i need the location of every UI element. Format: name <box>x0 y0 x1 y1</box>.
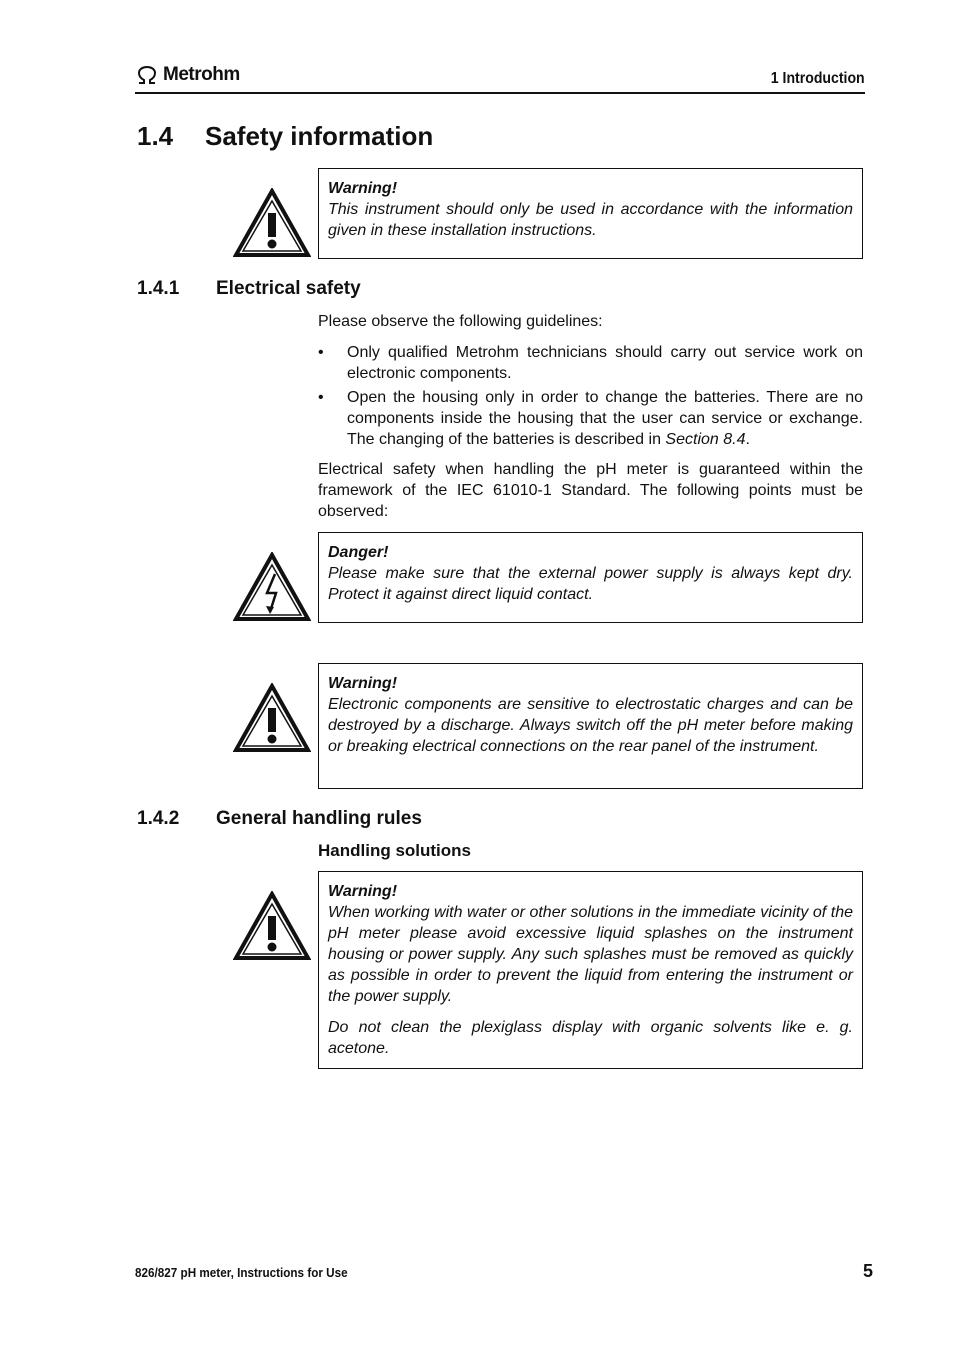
footer-doc-title: 826/827 pH meter, Instructions for Use <box>135 1265 348 1280</box>
list-item <box>318 342 863 384</box>
warning-box-intro <box>318 168 863 259</box>
notice-title: Warning! <box>328 883 398 900</box>
bullet-icon: • <box>318 389 324 406</box>
notice-title: Warning! <box>328 180 398 197</box>
warning-triangle-icon <box>233 188 311 258</box>
subsection-number: 1.4.2 <box>137 808 180 829</box>
subsection-heading-handling <box>137 808 422 830</box>
list-item-text: Open the housing only in order to change the batteries. There are no components inside the housing that the user can service or exchange. The changing of the batteries is described in <box>347 389 863 448</box>
notice-text: This instrument should only be used in accordance with the information given in these installation instructions. <box>328 201 853 239</box>
section-reference: Section 8.4 <box>665 431 746 448</box>
notice-text: Do not clean the plexiglass display with organic solvents like e. g. acetone. <box>328 1019 853 1057</box>
notice-text: Electronic components are sensitive to electrostatic charges and can be destroyed by a discharge. Always switch off the pH meter before making or breaking electrical connections on the rear panel of the instrument. <box>328 696 853 755</box>
chapter-label: 1 Introduction <box>771 70 865 87</box>
bullet-icon: • <box>318 344 324 361</box>
notice-text: Please make sure that the external power supply is always kept dry. Protect it against direct liquid contact. <box>328 565 853 603</box>
subsection-title: General handling rules <box>216 808 422 829</box>
section-title-text: Safety information <box>205 121 434 151</box>
high-voltage-icon <box>233 552 311 622</box>
list-item-text-end: . <box>745 431 750 448</box>
omega-logo-icon <box>135 65 159 85</box>
notice-title: Warning! <box>328 675 398 692</box>
notice-title: Danger! <box>328 544 389 561</box>
subsection-heading-electrical <box>137 278 361 300</box>
list-item <box>318 387 863 450</box>
page-number: 5 <box>862 1261 873 1281</box>
logo-text: Metrohm <box>163 64 240 85</box>
page-header <box>135 62 865 94</box>
warning-triangle-icon <box>233 891 311 961</box>
warning-triangle-icon <box>233 683 311 753</box>
danger-box-power <box>318 532 863 623</box>
iec-paragraph: Electrical safety when handling the pH meter is guaranteed within the framework of the IEC 61010-1 Standard. The following points must be observed: <box>318 461 863 520</box>
warning-box-liquids <box>318 871 863 1069</box>
notice-text: When working with water or other solutions in the immediate vicinity of the pH meter please avoid excessive liquid splashes on the instrument housing or power supply. Any such splashes must be removed as quickly as possible in order to prevent the liquid from entering the instrument or the power supply. <box>328 904 853 1005</box>
section-number: 1.4 <box>137 121 174 151</box>
warning-box-esd <box>318 663 863 789</box>
guidelines-list <box>318 342 863 453</box>
guidelines-intro: Please observe the following guidelines: <box>318 313 603 330</box>
metrohm-logo <box>135 64 240 86</box>
subsection-number: 1.4.1 <box>137 278 180 299</box>
section-title <box>137 121 433 152</box>
subsection-title: Electrical safety <box>216 278 361 299</box>
handling-solutions-heading: Handling solutions <box>318 841 471 860</box>
list-item-text: Only qualified Metrohm technicians should carry out service work on electronic components. <box>347 344 863 382</box>
